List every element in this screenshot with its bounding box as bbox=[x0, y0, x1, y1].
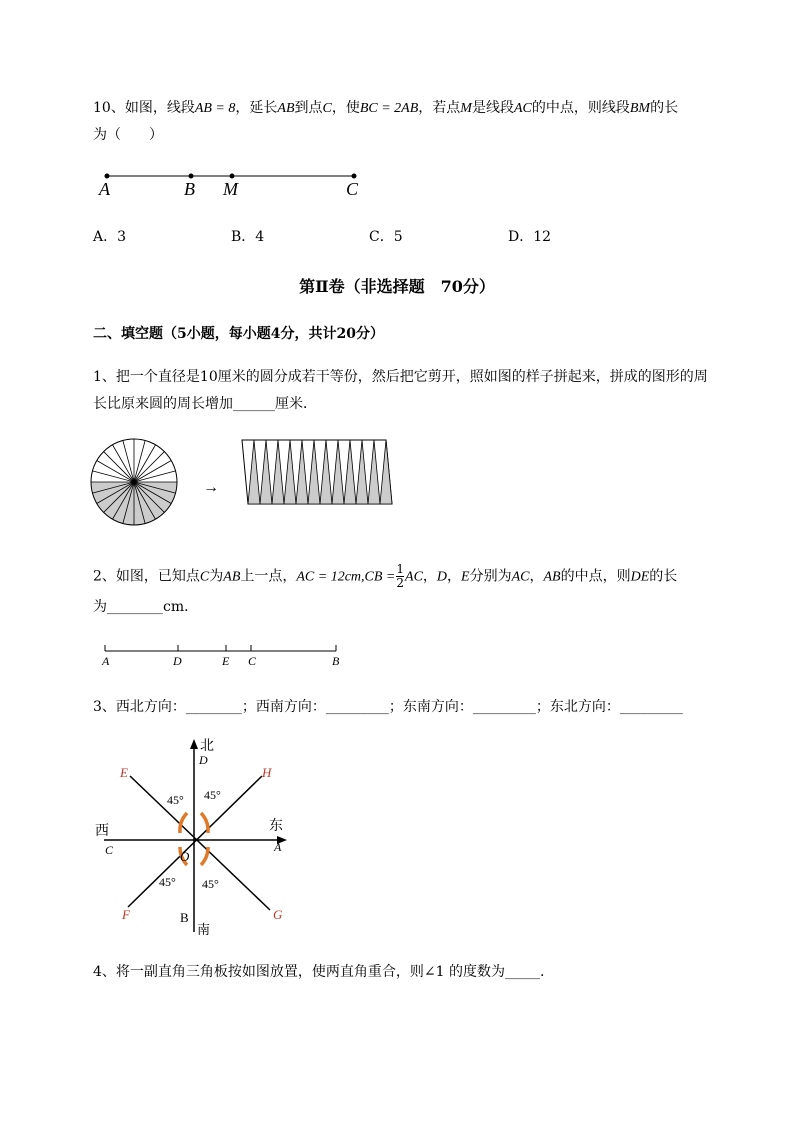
diagonal-h-f bbox=[128, 776, 262, 907]
label-h: H bbox=[262, 765, 272, 780]
q3-line1: 3、西北方向：________；西南方向：_________；东南方向：_________；东北方向：_________ bbox=[93, 699, 683, 715]
q2-line1: 2、如图，已知点C为AB上一点，AC = 12cm,CB = $\frac{1}{2}$ AC，D，E分别为AC，AB的中点，则DE的长 bbox=[93, 562, 678, 590]
q10-option-b: B．4 bbox=[231, 229, 265, 245]
sector-line bbox=[134, 440, 145, 482]
label-d: D bbox=[173, 654, 182, 668]
q10-option-d: D．12 bbox=[508, 229, 552, 245]
angle-arc-ne bbox=[201, 813, 208, 833]
label-c: C bbox=[105, 843, 114, 857]
q10-segment-figure bbox=[90, 165, 380, 205]
label-a: A bbox=[99, 179, 110, 199]
sector-line bbox=[134, 471, 176, 482]
angle-label-se: 45° bbox=[202, 877, 219, 891]
rearranged-strip bbox=[242, 440, 392, 504]
label-b: B bbox=[184, 179, 195, 199]
q1-circle-figure bbox=[90, 435, 400, 535]
part2-title: 第Ⅱ卷（非选择题 70分） bbox=[299, 277, 495, 296]
divided-circle bbox=[91, 439, 177, 525]
point-b bbox=[189, 174, 194, 179]
label-g: G bbox=[273, 907, 283, 922]
label-a: A bbox=[102, 654, 110, 668]
label-c: C bbox=[248, 654, 257, 668]
angle-label-ne: 45° bbox=[204, 788, 221, 802]
label-west: 西 bbox=[95, 824, 109, 839]
q2-segment-figure bbox=[95, 640, 355, 672]
q10-option-a: A．3 bbox=[93, 229, 127, 245]
label-b: B bbox=[332, 654, 340, 668]
q10-option-c: C．5 bbox=[369, 229, 403, 245]
point-m bbox=[230, 174, 235, 179]
section2-title: 二、填空题（5小题，每小题4分，共计20分） bbox=[93, 326, 384, 342]
label-d: D bbox=[199, 753, 208, 767]
label-east: 东 bbox=[269, 819, 283, 834]
sector-line bbox=[92, 471, 134, 482]
label-south: 南 bbox=[197, 922, 211, 937]
diagonal-e-g bbox=[130, 776, 270, 910]
q3-compass-figure bbox=[90, 735, 305, 940]
label-o: O bbox=[180, 849, 190, 864]
label-b: B bbox=[180, 910, 189, 925]
angle-label-nw: 45° bbox=[167, 793, 184, 807]
point-a bbox=[105, 174, 110, 179]
angle-arc-se bbox=[201, 847, 208, 865]
arrow-icon: → bbox=[203, 479, 219, 496]
label-c: C bbox=[346, 179, 359, 199]
label-north: 北 bbox=[200, 739, 214, 754]
q10-line1: 10、如图，线段AB = 8，延长AB到点C，使BC = 2AB，若点M是线段AC的中点，则线段BM的长 bbox=[93, 100, 679, 116]
q1-line1: 1、把一个直径是10厘米的圆分成若干等份，然后把它剪开，照如图的样子拼起来，拼成的图形的周 bbox=[93, 369, 708, 385]
q2-line2: 为________cm． bbox=[93, 599, 199, 615]
fraction-half: $\frac{1}{2}$ bbox=[396, 562, 405, 590]
label-a: A bbox=[274, 840, 282, 854]
q1-line2: 长比原来圆的周长增加______厘米． bbox=[93, 396, 317, 412]
q4-line1: 4、将一副直角三角板按如图放置，使两直角重合，则∠1 的度数为_____. bbox=[93, 964, 545, 980]
label-e: E bbox=[120, 765, 128, 780]
label-f: F bbox=[122, 907, 130, 922]
angle-label-sw: 45° bbox=[159, 875, 176, 889]
north-arrow-icon bbox=[190, 739, 198, 749]
sector-line bbox=[123, 440, 134, 482]
label-e: E bbox=[222, 654, 230, 668]
point-c bbox=[352, 174, 357, 179]
q10-line2: 为（ ） bbox=[93, 127, 163, 143]
label-m: M bbox=[223, 179, 238, 199]
